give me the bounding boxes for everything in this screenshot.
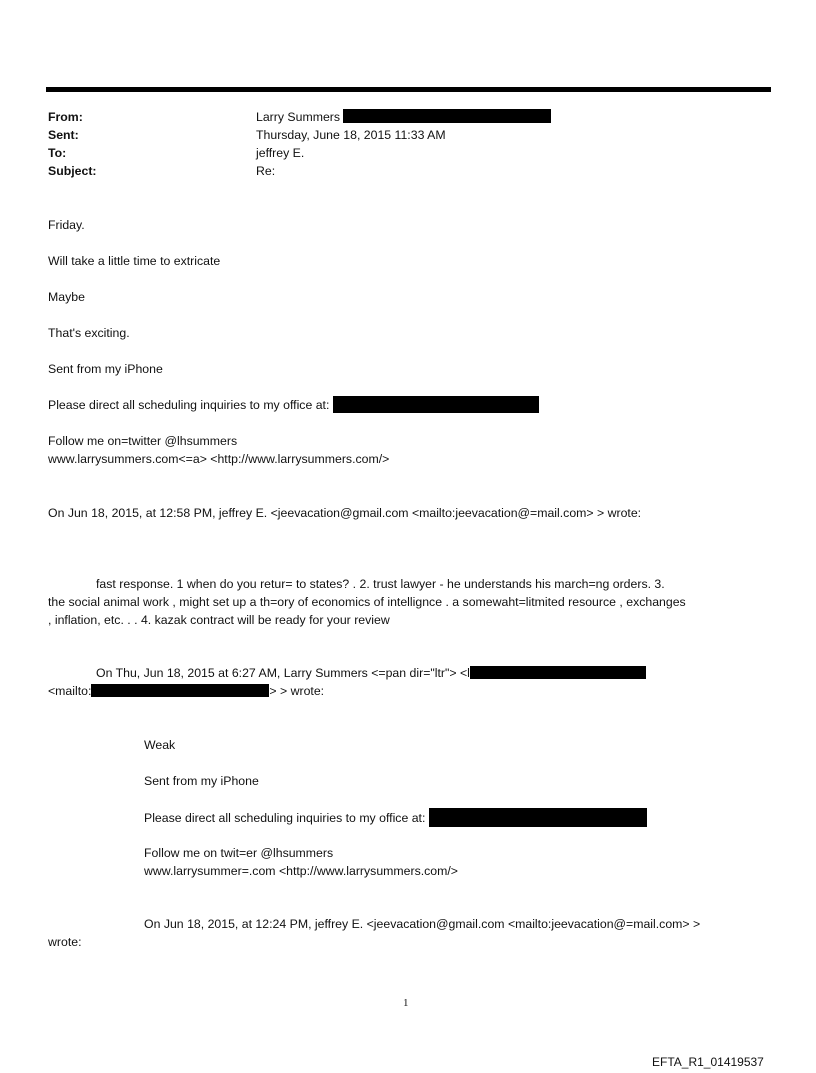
sent-value: Thursday, June 18, 2015 11:33 AM [256,128,446,142]
redaction-block [429,808,647,827]
sent-label: Sent: [48,128,79,142]
document-id: EFTA_R1_01419537 [652,1055,764,1069]
quote-body-line: Weak [144,738,176,752]
redaction-block [91,684,269,697]
from-label: From: [48,110,83,124]
body-line: Friday. [48,218,85,232]
redaction-block [343,109,551,123]
signature-sent-from: Sent from my iPhone [48,362,163,376]
nested-quote-mailto [48,682,324,700]
body-line: Maybe [48,290,85,304]
body-line: That's exciting. [48,326,130,340]
scheduling-text: Please direct all scheduling inquiries to my office at: [144,811,426,825]
to-label: To: [48,146,67,160]
redaction-block [470,666,646,679]
mailto-prefix: <mailto: [48,684,92,698]
quote-paragraph: , inflation, etc. . . 4. kazak contract will be ready for your review [48,613,390,627]
twitter-line: Follow me on twit=er @lhsummers [144,846,334,860]
from-value [256,108,551,126]
quote-paragraph: the social animal work , might set up a th=ory of economics of intellignce . a somewaht=litmited resource , exchanges [48,595,686,609]
header-rule [46,87,771,92]
to-value: jeffrey E. [256,146,305,160]
quote-header: On Jun 18, 2015, at 12:58 PM, jeffrey E. <jeevacation@gmail.com <mailto:jeevacation@=mail.com> > wrote: [48,506,642,520]
quote-header-wrap: wrote: [48,935,82,949]
mailto-suffix: > > wrote: [269,684,325,698]
page-number: 1 [403,997,409,1009]
scheduling-line [144,808,647,827]
signature-sent-from: Sent from my iPhone [144,774,259,788]
scheduling-text: Please direct all scheduling inquiries to my office at: [48,398,330,412]
body-line: Will take a little time to extricate [48,254,221,268]
redaction-block [333,396,539,413]
nested-quote-header [96,664,646,682]
subject-label: Subject: [48,164,97,178]
quote-header: On Jun 18, 2015, at 12:24 PM, jeffrey E. <jeevacation@gmail.com <mailto:jeevacation@=mail.com> > [144,917,701,931]
quote-paragraph: fast response. 1 when do you retur= to states? . 2. trust lawyer - he understands his march=ng orders. 3. [96,577,665,591]
from-name: Larry Summers [256,110,341,124]
nested-quote-header-text: On Thu, Jun 18, 2015 at 6:27 AM, Larry Summers <=pan dir="ltr"> <l [96,666,470,680]
subject-value: Re: [256,164,276,178]
website-link[interactable]: www.larrysummers.com<=a> <http://www.larrysummers.com/> [48,452,390,466]
twitter-line: Follow me on=twitter @lhsummers [48,434,238,448]
scheduling-line [48,396,539,414]
website-link[interactable]: www.larrysummer=.com <http://www.larrysummers.com/> [144,864,458,878]
